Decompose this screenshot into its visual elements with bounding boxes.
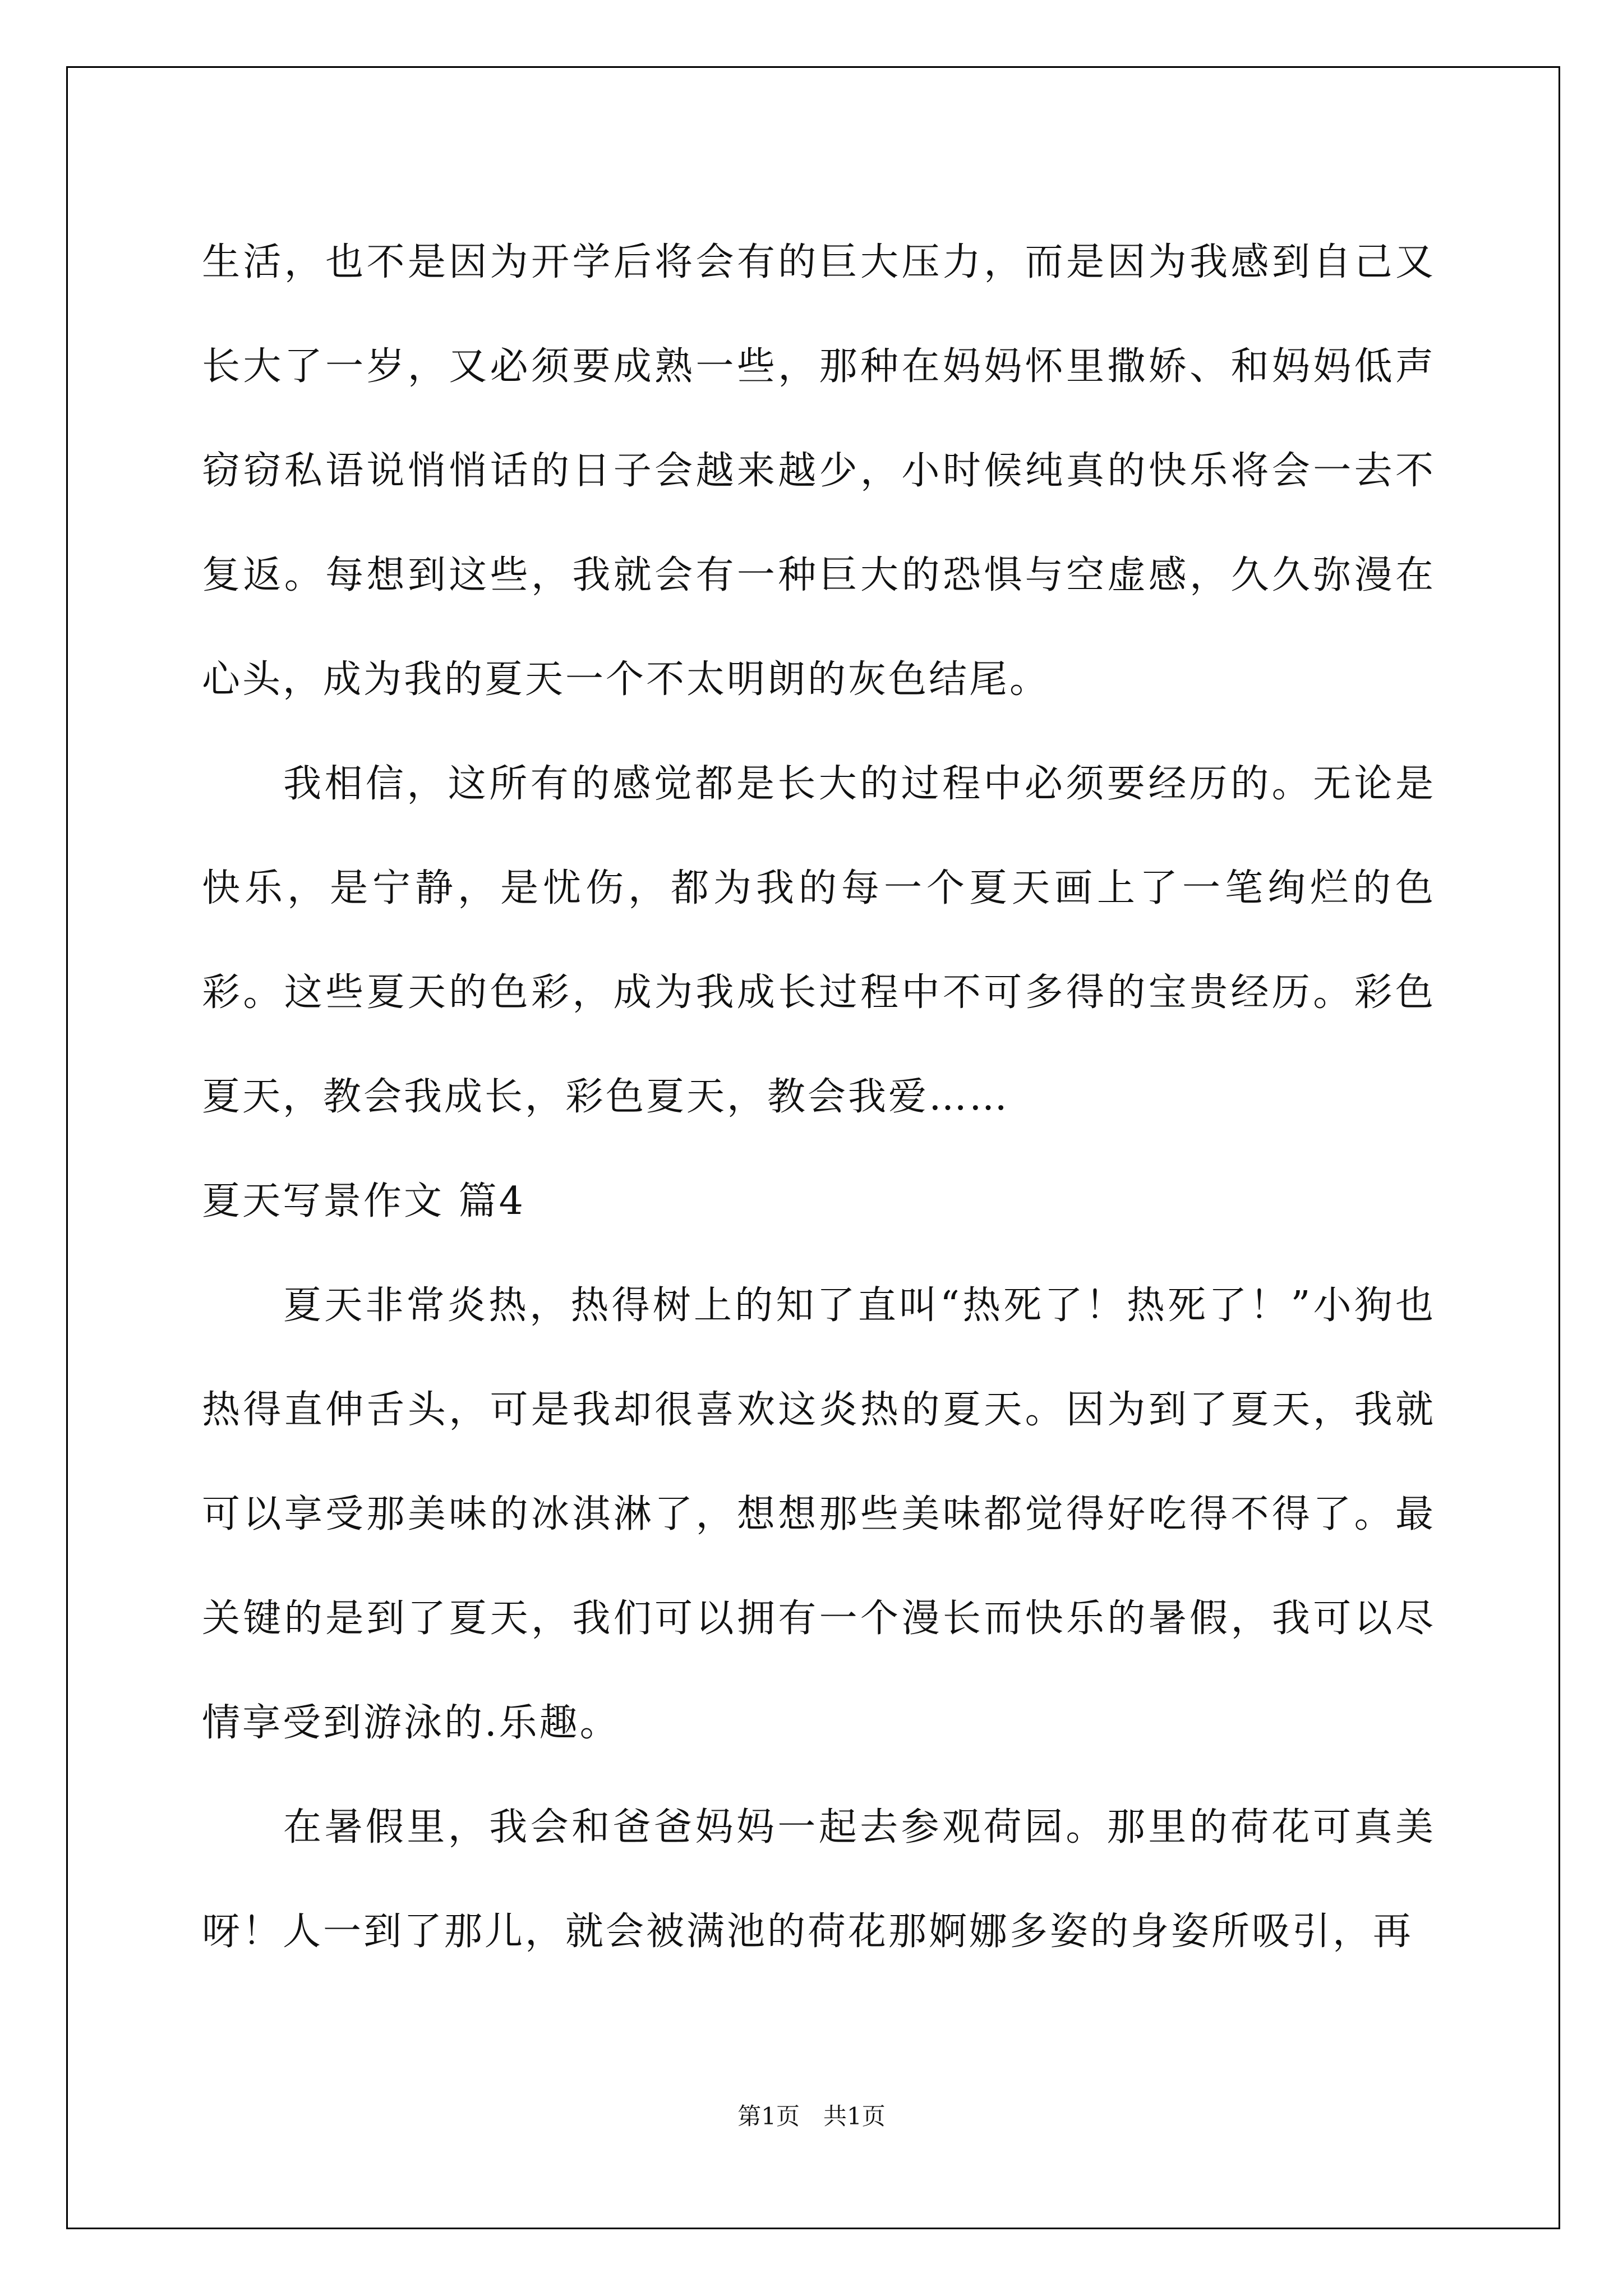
document-body: [202, 210, 1436, 1984]
paragraph-1: 生活，也不是因为开学后将会有的巨大压力，而是因为我感到自己又长大了一岁，又必须要成熟一些，那种在妈妈怀里撒娇、和妈妈低声窃窃私语说悄悄话的日子会越来越少，小时候纯真的快乐将会一去不复返。每想到这些，我就会有一种巨大的恐惧与空虚感，久久弥漫在心头，成为我的夏天一个不太明朗的灰色结尾。: [202, 240, 1436, 702]
section-heading: 夏天写景作文 篇4: [202, 1179, 525, 1223]
paragraph-3: 夏天非常炎热，热得树上的知了直叫“热死了！热死了！”小狗也热得直伸舌头，可是我却很喜欢这炎热的夏天。因为到了夏天，我就可以享受那美味的冰淇淋了，想想那些美味都觉得好吃得不得了。最关键的是到了夏天，我们可以拥有一个漫长而快乐的暑假，我可以尽情享受到游泳的.乐趣。: [202, 1283, 1436, 1745]
paragraph-2: 我相信，这所有的感觉都是长大的过程中必须要经历的。无论是快乐，是宁静，是忧伤，都为我的每一个夏天画上了一笔绚烂的色彩。这些夏天的色彩，成为我成长过程中不可多得的宝贵经历。彩色夏天，教会我成长，彩色夏天，教会我爱……: [202, 762, 1436, 1119]
paragraph-4: 在暑假里，我会和爸爸妈妈一起去参观荷园。那里的荷花可真美呀！人一到了那儿，就会被满池的荷花那婀娜多姿的身姿所吸引，再: [202, 1805, 1436, 1954]
page-footer: 第1页 共1页: [737, 2102, 886, 2130]
